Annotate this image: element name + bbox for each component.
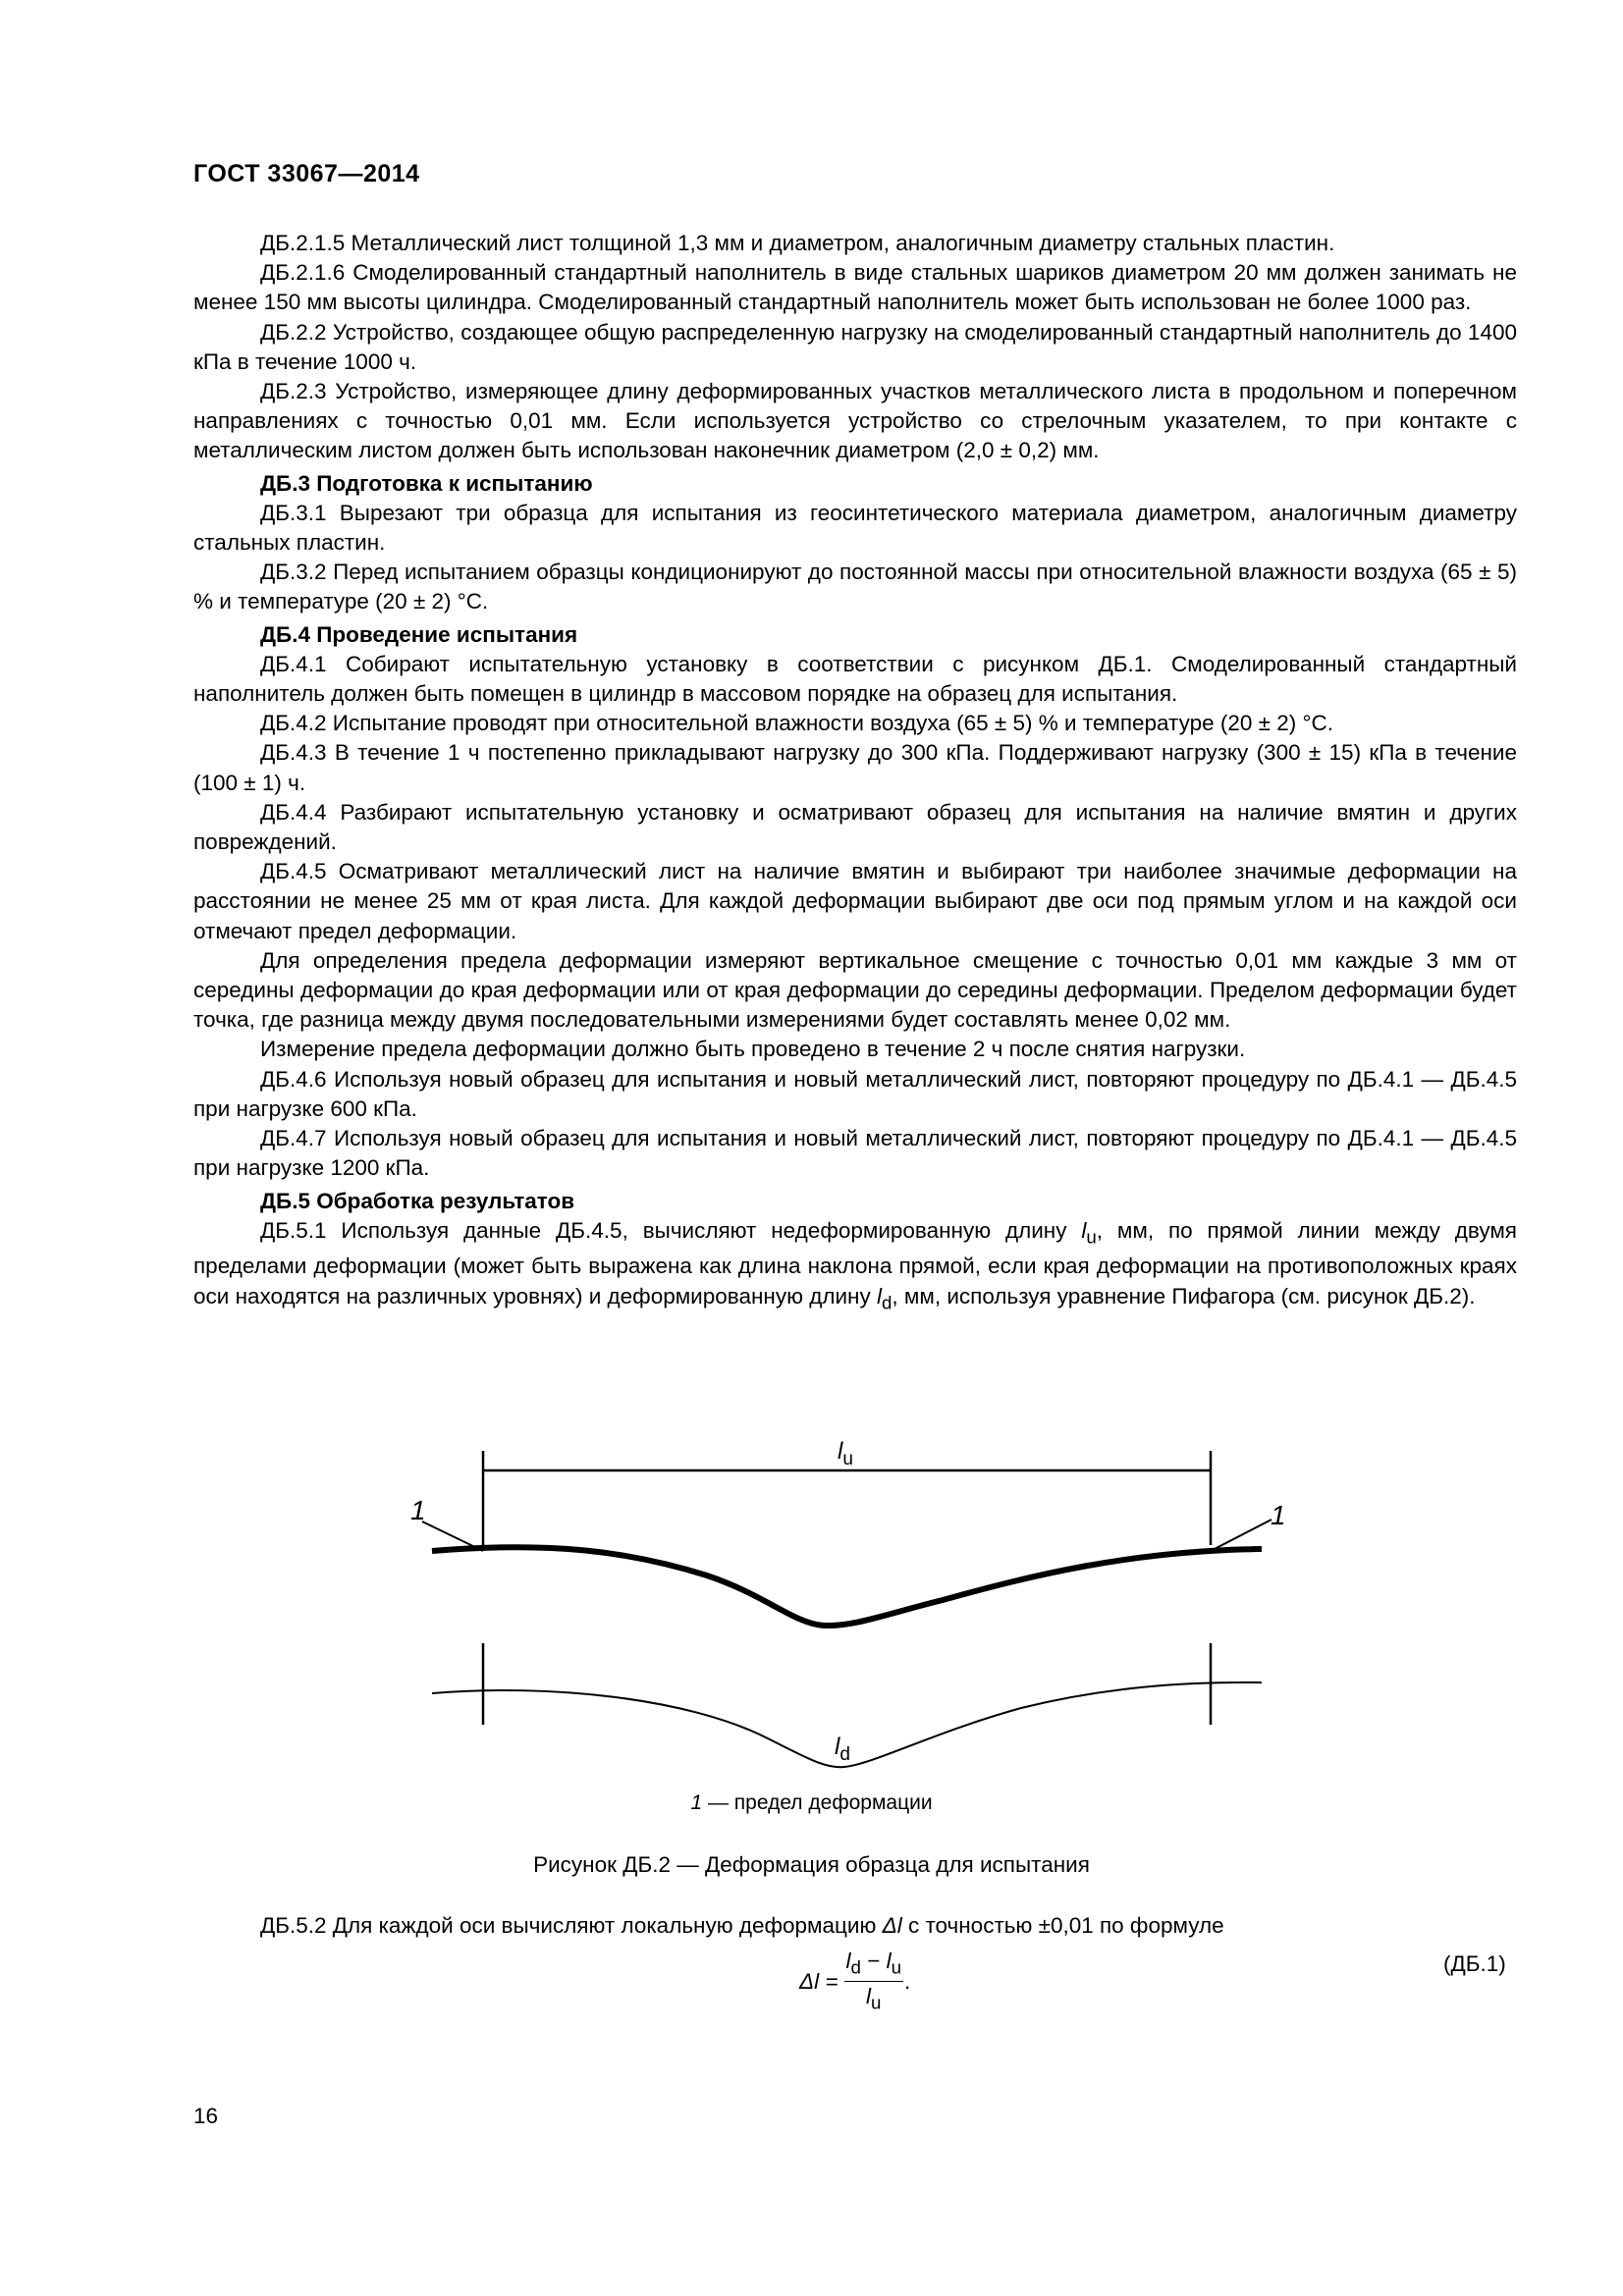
callout-1-right: 1 [1271,1500,1286,1530]
symbol-lu-subscript: u [1086,1226,1097,1248]
paragraph: ДБ.4.5 Осматривают металлический лист на наличие вмятин и выбирают три наиболее значимые деформации на расстоянии не менее 25 мм от края листа. Для каждой деформации выбирают две оси под прямым углом и на каждой оси отмечают предел деформации. [193,859,1517,943]
label-lu: $l_u$ [838,1438,853,1469]
paragraph: ДБ.4.1 Собирают испытательную установку в соответствии с рисунком ДБ.1. Смоделированный стандартный наполнитель должен быть помещен в цилиндр в массовом порядке на образец для испытания. [193,651,1517,707]
db51-text-c: , мм, используя уравнение Пифагора (см. рисунок ДБ.2). [892,1283,1476,1308]
formula-numerator: $l_d - l_u$ [844,1949,904,1981]
paragraph: ДБ.2.1.6 Смоделированный стандартный наполнитель в виде стальных шариков диаметром 20 мм должен занимать не менее 150 мм высоты цилиндра. Смоделированный стандартный наполнитель может быть использован не более 1000 раз. [193,260,1517,315]
equation-number: (ДБ.1) [1443,1951,1506,1976]
paragraph: Для определения предела деформации измеряют вертикальное смещение с точностью 0,01 мм каждые 3 мм от середины деформации до края деформации или от края деформации до середины деформации. Пределом деформации будет точка, где разница между двумя последовательными измерениями будет составлять менее 0,02 мм. [193,947,1517,1033]
page-header-standard-number: ГОСТ 33067—2014 [193,160,420,187]
page-number: 16 [193,2104,219,2128]
formula-table [798,1949,911,2014]
symbol-ld: l [876,1283,882,1308]
db51-text-a: ДБ.5.1 Используя данные ДБ.4.5, вычисляют недеформированную длину [260,1217,1082,1243]
symbol-delta-l: Δl [882,1913,902,1938]
deformed-sheet-curve [432,1547,1262,1626]
paragraph: ДБ.2.3 Устройство, измеряющее длину деформированных участков металлического листа в продольном и поперечном направлениях с точностью 0,01 мм. Если используется устройство со стрелочным указателем, то при контакте с металлическим листом должен быть использован наконечник диаметром (2,0 ± 0,2) мм. [193,379,1517,463]
db52-text-b: с точностью ±0,01 по формуле [901,1913,1224,1938]
db52-text-a: ДБ.5.2 Для каждой оси вычисляют локальную деформацию [260,1913,883,1938]
paragraph: ДБ.3.2 Перед испытанием образцы кондиционируют до постоянной массы при относительной влажности воздуха (65 ± 5) % и температуре (20 ± 2) °С. [193,560,1517,614]
paragraph: ДБ.3.1 Вырезают три образца для испытания из геосинтетического материала диаметром, аналогичным диаметру стальных пластин. [193,500,1517,556]
section-heading: ДБ.5 Обработка результатов [260,1188,575,1213]
label-ld: $l_d$ [835,1734,850,1765]
legend-text: — предел деформации [702,1791,933,1814]
formula-db1 [798,1949,911,2014]
formula-lhs: Δl = [799,1968,839,1994]
formula-end: . [904,1968,911,1994]
figure-legend [0,1791,1623,1815]
section-heading: ДБ.3 Подготовка к испытанию [260,470,593,496]
paragraph: ДБ.4.4 Разбирают испытательную установку и осматривают образец для испытания на наличие вмятин и других повреждений. [193,799,1517,855]
paragraph: ДБ.4.6 Используя новый образец для испытания и новый металлический лист, повторяют процедуру по ДБ.4.1 — ДБ.4.5 при нагрузке 600 кПа. [193,1066,1517,1121]
paragraph: Измерение предела деформации должно быть проведено в течение 2 ч после снятия нагрузки. [260,1037,1246,1062]
paragraph: ДБ.4.2 Испытание проводят при относительной влажности воздуха (65 ± 5) % и температуре (20 ± 2) °С. [260,711,1334,736]
paragraph: ДБ.2.1.5 Металлический лист толщиной 1,3 мм и диаметром, аналогичным диаметру стальных пластин. [260,231,1335,255]
callout-1-left: 1 [410,1495,426,1525]
db51-text-b: , мм, по прямой линии между двумя пределами деформации (может быть выражена как длина наклона прямой, если края деформации на противоположных краях оси находятся на различных уровнях) и деформированную длину [193,1217,1517,1308]
paragraph: ДБ.2.2 Устройство, создающее общую распределенную нагрузку на смоделированный стандартный наполнитель до 1400 кПа в течение 1000 ч. [193,319,1517,374]
symbol-ld-subscript: d [881,1292,893,1313]
formula-denominator: $l_u$ [866,1983,882,2012]
symbol-lu: l [1081,1217,1087,1243]
paragraph-db52 [260,1913,1224,1939]
paragraph: ДБ.4.3 В течение 1 ч постепенно прикладывают нагрузку до 300 кПа. Поддерживают нагрузку (300 ± 15) кПа в течение (100 ± 1) ч. [193,740,1517,795]
section-heading: ДБ.4 Проведение испытания [260,621,578,647]
paragraph: ДБ.4.7 Используя новый образец для испытания и новый металлический лист, повторяют процедуру по ДБ.4.1 — ДБ.4.5 при нагрузке 1200 кПа. [193,1126,1517,1181]
legend-number: 1 [690,1791,703,1814]
callout-leader-right [1211,1520,1271,1551]
figure-caption: Рисунок ДБ.2 — Деформация образца для испытания [533,1852,1090,1877]
